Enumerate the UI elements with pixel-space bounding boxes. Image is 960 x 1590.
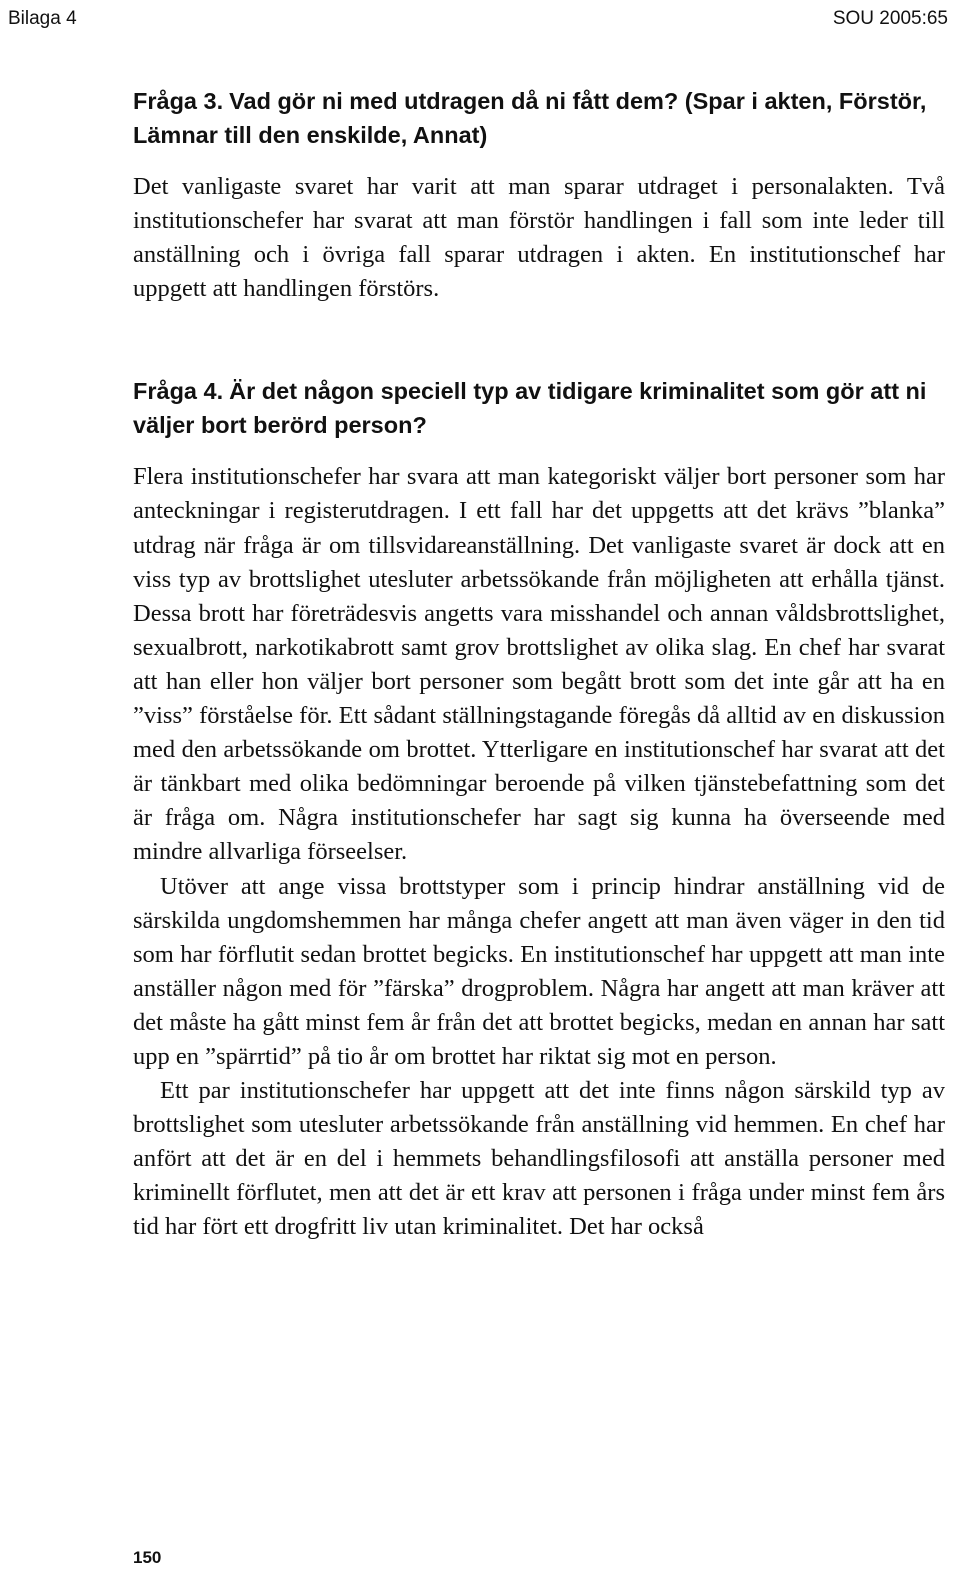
appendix-label: Bilaga 4: [8, 8, 77, 29]
question-3-number: Fråga 3.: [133, 88, 224, 114]
question-4-text: Är det någon speciell typ av tidigare kriminalitet som gör att ni väljer bort berörd person?: [133, 378, 927, 439]
question-4-answer-paragraph-2: Utöver att ange vissa brottstyper som i princip hindrar anställning vid de särskilda ungdomshemmen har många chefer angett att man även väger in den tid som har förflutit sedan brottet begicks. En institutionschef har uppgett att man inte anställer någon med för ”färska” drogproblem. Några har angett att man kräver att det måste ha gått minst fem år från det att brottet begicks, medan en annan har satt upp en ”spärrtid” på tio år om brottet har riktat sig mot en person.: [133, 872, 945, 1070]
question-4-answer-paragraph-3: Ett par institutionschefer har uppgett att det inte finns någon särskild typ av brottslighet som utesluter arbetssökande från anställning vid hemmen. En chef har anfört att det är en del i hemmets behandlingsfilosofi att anställa personer med kriminellt förflutet, men att det är ett krav att personen i fråga under minst fem års tid har fört ett drogfritt liv utan kriminalitet. Det har också: [133, 1077, 945, 1241]
question-3-answer: Det vanligaste svaret har varit att man sparar utdraget i personalakten. Två institutionschefer har svarat att man förstör handlingen i fall som inte leder till anställning och i övriga fall sparar utdragen i akten. En institutionschef har uppgett att handlingen förstörs.: [133, 173, 945, 303]
report-reference: SOU 2005:65: [832, 8, 948, 29]
running-header: [0, 8, 960, 38]
page-number: 150: [133, 1548, 162, 1567]
question-3-text: Vad gör ni med utdragen då ni fått dem? (Spar i akten, Förstör, Lämnar till den enskilde, Annat): [133, 88, 927, 148]
question-4-answer-paragraph-1: Flera institutionschefer har svara att man kategoriskt väljer bort personer som har anteckningar i registerutdragen. I ett fall har det uppgetts att det krävs ”blanka” utdrag när fråga är om tillsvidareanställning. Det vanligaste svaret är dock att en viss typ av brottslighet utesluter arbetssökande från möjligheten att erhålla tjänst. Dessa brott har företrädesvis angetts vara misshandel och annan våldsbrottslighet, sexualbrott, narkotikabrott samt grov brottslighet av olika slag. En chef har svarat att han eller hon väljer bort personer som begått brott som det inte går att ha en ”viss” förståelse för. Ett sådant ställningstagande föregås då alltid av en diskussion med den arbetssökande om brottet. Ytterligare en institutionschef har svarat att det är tänkbart med olika bedömningar beroende på vilken tjänstebefattning som det är fråga om. Några institutionschefer har sagt sig kunna ha överseende med mindre allvarliga förseelser.: [133, 463, 945, 866]
question-4-heading: [133, 374, 945, 442]
question-3-heading: [133, 84, 945, 152]
question-4-number: Fråga 4.: [133, 378, 224, 405]
page-body: [133, 84, 945, 1245]
